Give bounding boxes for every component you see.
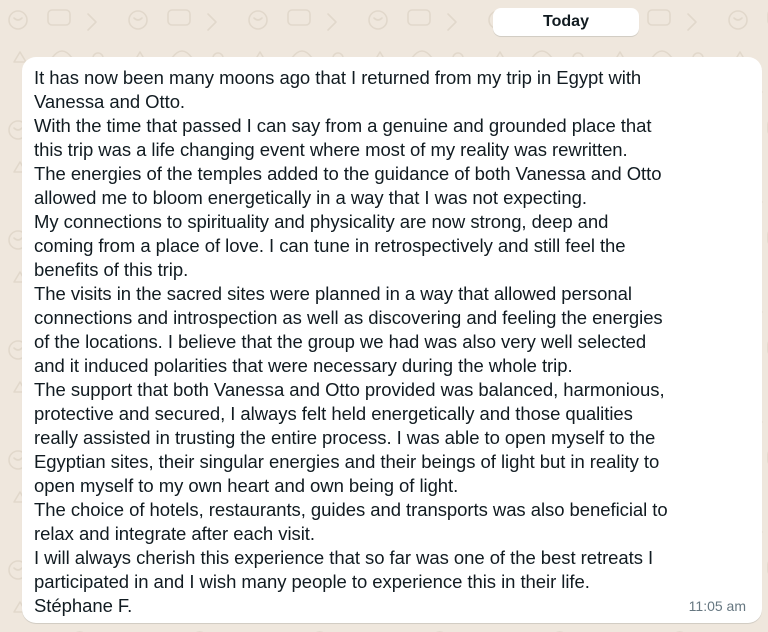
message-bubble[interactable]: [22, 57, 762, 623]
message-line: The choice of hotels, restaurants, guides and transports was also beneficial to: [34, 499, 668, 520]
message-line: With the time that passed I can say from a genuine and grounded place that: [34, 115, 652, 136]
message-line: open myself to my own heart and own being of light.: [34, 475, 459, 496]
message-signature: Stéphane F.: [34, 595, 133, 616]
message-text: [34, 66, 752, 618]
message-line: Vanessa and Otto.: [34, 91, 186, 112]
message-line: My connections to spirituality and physicality are now strong, deep and: [34, 211, 609, 232]
message-line: The support that both Vanessa and Otto provided was balanced, harmonious,: [34, 379, 665, 400]
date-separator: Today: [493, 8, 639, 36]
message-line: Egyptian sites, their singular energies and their beings of light but in reality to: [34, 451, 660, 472]
message-line: It has now been many moons ago that I returned from my trip in Egypt with: [34, 67, 642, 88]
message-line: I will always cherish this experience that so far was one of the best retreats I: [34, 547, 654, 568]
message-line: participated in and I wish many people to experience this in their life.: [34, 571, 590, 592]
message-line: and it induced polarities that were necessary during the whole trip.: [34, 355, 573, 376]
message-line: coming from a place of love. I can tune in retrospectively and still feel the: [34, 235, 626, 256]
message-line: The visits in the sacred sites were planned in a way that allowed personal: [34, 283, 632, 304]
message-line: The energies of the temples added to the guidance of both Vanessa and Otto: [34, 163, 662, 184]
message-line: this trip was a life changing event where most of my reality was rewritten.: [34, 139, 628, 160]
message-line: benefits of this trip.: [34, 259, 189, 280]
message-line: really assisted in trusting the entire process. I was able to open myself to the: [34, 427, 656, 448]
message-line: of the locations. I believe that the group we had was also very well selected: [34, 331, 647, 352]
message-line: relax and integrate after each visit.: [34, 523, 315, 544]
message-line: connections and introspection as well as discovering and feeling the energies: [34, 307, 663, 328]
message-timestamp: 11:05 am: [688, 598, 746, 614]
message-line: allowed me to bloom energetically in a way that I was not expecting.: [34, 187, 587, 208]
message-line: protective and secured, I always felt held energetically and those qualities: [34, 403, 633, 424]
